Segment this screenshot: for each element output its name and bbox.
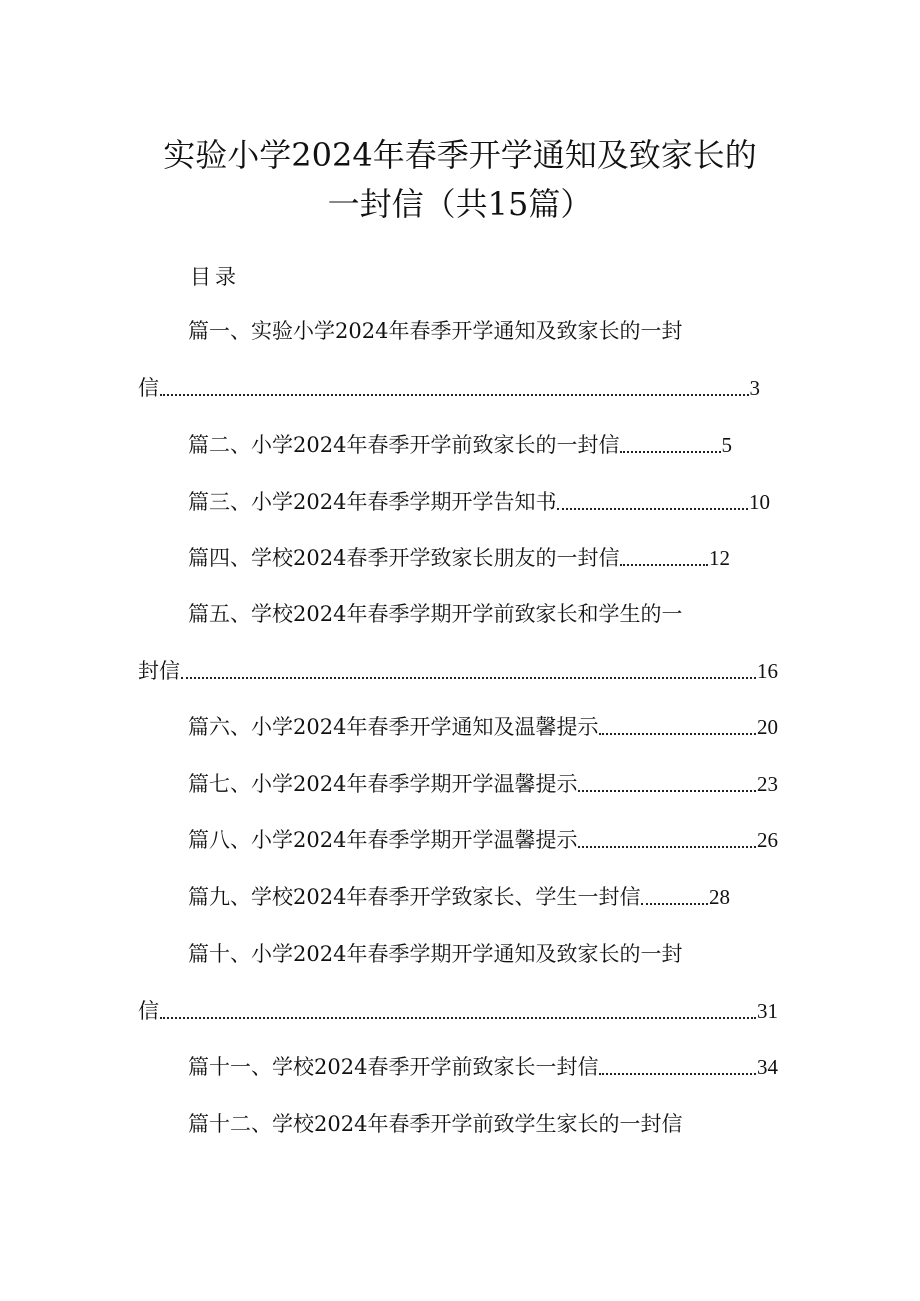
document-title-line-2: 一封信（共15篇） <box>327 185 593 223</box>
toc-page-number: 31 <box>757 999 778 1023</box>
toc-entry-5-line-1[interactable] <box>188 599 748 629</box>
toc-entry-8[interactable] <box>188 825 778 855</box>
toc-entry-text: 篇三、小学2024年春季学期开学告知书 <box>188 490 557 514</box>
toc-page-number: 5 <box>721 433 732 457</box>
toc-entry-10-line-1[interactable] <box>188 939 748 969</box>
toc-page-number: 10 <box>749 490 770 514</box>
toc-entry-text: 篇二、小学2024年春季开学前致家长的一封信 <box>188 433 620 457</box>
toc-entry-5-line-2[interactable] <box>138 656 778 686</box>
toc-entry-11[interactable] <box>188 1052 778 1082</box>
toc-page-number: 16 <box>757 659 778 683</box>
toc-page-number: 3 <box>749 376 760 400</box>
dot-leader <box>620 564 708 566</box>
toc-entry-7[interactable] <box>188 769 778 799</box>
toc-entry-10-line-2[interactable] <box>138 996 778 1026</box>
toc-entry-1-line-1[interactable] <box>188 316 748 346</box>
toc-entry-text: 封信 <box>138 659 180 683</box>
toc-entry-4[interactable] <box>188 543 730 573</box>
toc-heading: 目录 <box>190 265 240 289</box>
dot-leader <box>578 846 756 848</box>
toc-entry-text: 篇十、小学2024年春季学期开学通知及致家长的一封 <box>188 942 683 966</box>
toc-entry-text: 篇五、学校2024年春季学期开学前致家长和学生的一 <box>188 602 683 626</box>
toc-entry-text: 篇八、小学2024年春季学期开学温馨提示 <box>188 828 578 852</box>
toc-page-number: 20 <box>757 715 778 739</box>
toc-entry-3[interactable] <box>188 487 770 517</box>
toc-entry-text: 篇七、小学2024年春季学期开学温馨提示 <box>188 772 578 796</box>
toc-entry-1-line-2[interactable] <box>138 373 760 403</box>
toc-entry-6[interactable] <box>188 712 778 742</box>
toc-entry-text: 信 <box>138 376 159 400</box>
dot-leader <box>599 1073 756 1075</box>
toc-page-number: 28 <box>709 885 730 909</box>
toc-entry-text: 信 <box>138 999 159 1023</box>
toc-entry-text: 篇四、学校2024春季开学致家长朋友的一封信 <box>188 546 620 570</box>
dot-leader <box>160 1017 756 1019</box>
document-title-line-1: 实验小学2024年春季开学通知及致家长的 <box>163 136 757 174</box>
toc-page-number: 26 <box>757 828 778 852</box>
dot-leader <box>181 677 756 679</box>
toc-page-number: 34 <box>757 1055 778 1079</box>
dot-leader <box>641 903 708 905</box>
dot-leader <box>599 733 756 735</box>
toc-entry-text: 篇十一、学校2024春季开学前致家长一封信 <box>188 1055 599 1079</box>
toc-entry-text: 篇十二、学校2024年春季开学前致学生家长的一封信 <box>188 1112 683 1136</box>
toc-entry-2[interactable] <box>188 430 732 460</box>
toc-page-number: 12 <box>709 546 730 570</box>
dot-leader <box>620 451 720 453</box>
toc-entry-text: 篇九、学校2024年春季开学致家长、学生一封信 <box>188 885 641 909</box>
toc-page-number: 23 <box>757 772 778 796</box>
dot-leader <box>160 394 749 396</box>
toc-entry-text: 篇一、实验小学2024年春季开学通知及致家长的一封 <box>188 319 683 343</box>
toc-entry-9[interactable] <box>188 882 730 912</box>
dot-leader <box>557 508 748 510</box>
toc-entry-text: 篇六、小学2024年春季开学通知及温馨提示 <box>188 715 599 739</box>
toc-entry-12[interactable] <box>188 1109 748 1139</box>
dot-leader <box>578 790 756 792</box>
